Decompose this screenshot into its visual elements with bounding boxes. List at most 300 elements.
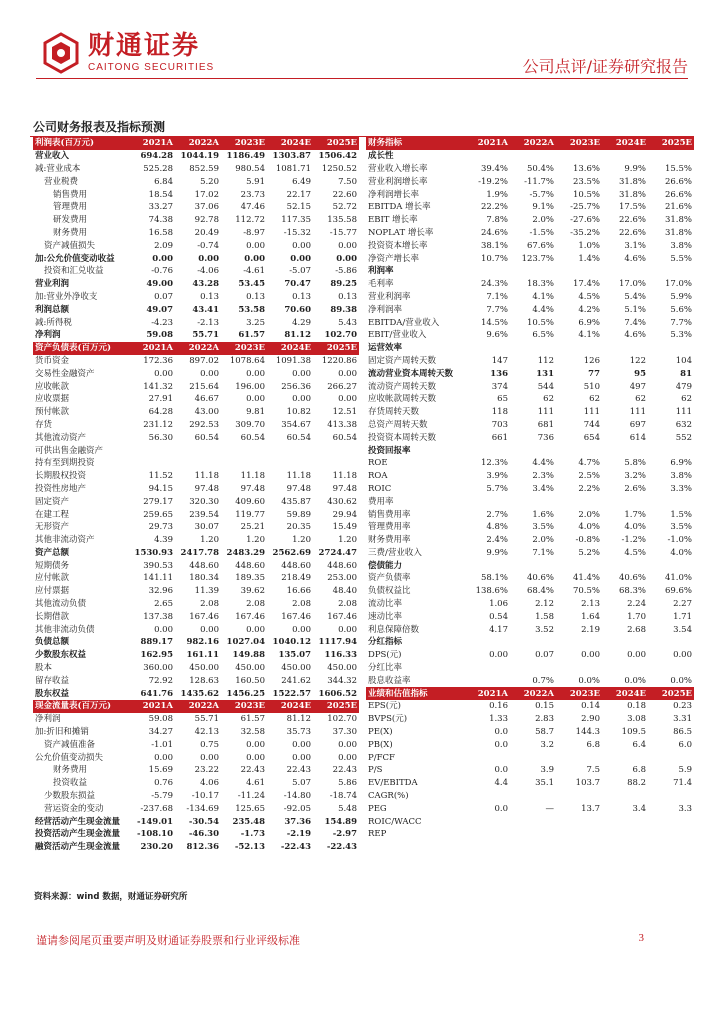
table-cell: 10.82 <box>286 407 311 418</box>
table-cell: 41.4% <box>572 573 600 584</box>
table-cell: 40.6% <box>526 573 554 584</box>
caitong-logo-icon <box>40 32 82 74</box>
table-cell: 53.58 <box>238 304 265 315</box>
table-cell: 2562.69 <box>272 547 311 558</box>
table-cell: 68.4% <box>526 586 554 597</box>
table-cell <box>175 444 221 457</box>
table-cell <box>556 342 602 355</box>
table-cell: 112.72 <box>235 215 265 226</box>
table-cell: 29.73 <box>148 522 173 533</box>
row-label: 资产减值损失 <box>44 240 96 251</box>
table-cell: 0.00 <box>292 394 311 405</box>
table-cell: 3.2 <box>540 739 554 750</box>
table-row <box>33 214 359 227</box>
table-cell: 632 <box>675 419 692 430</box>
row-label: 速动比率 <box>368 611 403 622</box>
table-row <box>366 265 694 278</box>
table-cell: 0.18 <box>627 701 646 712</box>
table-cell <box>510 342 556 355</box>
table-row <box>33 367 359 380</box>
table-cell <box>464 674 510 687</box>
table-cell: 141.11 <box>143 573 173 584</box>
table-cell: 32.58 <box>240 727 265 738</box>
table-cell: 292.53 <box>189 419 219 430</box>
table-cell: 112 <box>537 355 554 366</box>
row-label: 其他非流动负债 <box>35 624 95 635</box>
table-cell: 7.4% <box>624 317 646 328</box>
table-row <box>33 227 359 240</box>
table-row <box>33 163 359 176</box>
table-cell: 3.9 <box>540 765 554 776</box>
table-cell: 94.15 <box>148 483 173 494</box>
table-cell: -46.30 <box>188 829 219 840</box>
row-label: 三费/营业收入 <box>368 547 422 558</box>
table-cell: 2024E <box>267 700 313 713</box>
row-label: 流动营业资本周转天数 <box>368 368 454 379</box>
table-cell: 35.1 <box>535 778 554 789</box>
table-cell: 122 <box>629 355 646 366</box>
table-cell: 43.00 <box>194 407 219 418</box>
table-cell: 5.4% <box>624 291 646 302</box>
table-cell: 11.39 <box>194 586 219 597</box>
table-cell <box>510 828 556 841</box>
table-cell: 889.17 <box>140 637 173 648</box>
table-cell: 2.12 <box>535 599 554 610</box>
row-label: 销售费用 <box>53 189 88 200</box>
table-cell <box>556 828 602 841</box>
table-cell: 3.5% <box>670 522 692 533</box>
row-label: 应收票据 <box>35 394 70 405</box>
table-cell: 17.5% <box>618 202 646 213</box>
table-cell: -4.06 <box>197 266 219 277</box>
table-cell: 1220.86 <box>321 355 357 366</box>
table-cell: 71.4 <box>673 778 692 789</box>
table-cell: 20.35 <box>286 522 311 533</box>
table-cell: 0.7% <box>532 675 554 686</box>
table-cell: 1.4% <box>578 253 600 264</box>
table-cell: 0.23 <box>673 701 692 712</box>
table-row <box>33 291 359 304</box>
table-cell: 22.60 <box>332 189 357 200</box>
table-row <box>366 738 694 751</box>
table-cell <box>175 457 221 470</box>
table-cell: 89.38 <box>330 304 357 315</box>
table-cell: 1522.57 <box>272 688 311 699</box>
table-cell: 31.8% <box>618 189 646 200</box>
table-cell: 1.9% <box>486 189 508 200</box>
table-cell: 253.00 <box>327 573 357 584</box>
table-cell: 980.54 <box>235 163 265 174</box>
table-cell: 60.54 <box>286 432 311 443</box>
table-row <box>366 751 694 764</box>
table-cell: 37.06 <box>194 202 219 213</box>
table-cell: 320.30 <box>189 496 219 507</box>
table-cell <box>464 636 510 649</box>
table-row <box>33 828 359 841</box>
table-cell <box>602 751 648 764</box>
table-cell: 6.5% <box>532 330 554 341</box>
table-cell: 450.00 <box>327 663 357 674</box>
table-cell: 22.2% <box>480 202 508 213</box>
table-cell <box>510 662 556 675</box>
table-cell: 2025E <box>648 137 694 150</box>
table-cell <box>221 457 267 470</box>
table-cell: 5.20 <box>200 176 219 187</box>
table-cell <box>648 342 694 355</box>
table-cell: 135.07 <box>278 650 311 661</box>
table-row <box>33 777 359 790</box>
table-cell: -22.43 <box>326 842 357 853</box>
row-label: 减:所得税 <box>35 317 72 328</box>
table-row <box>33 534 359 547</box>
table-cell: 138.6% <box>475 586 508 597</box>
table-row <box>366 380 694 393</box>
table-cell: 1.33 <box>489 714 508 725</box>
table-cell: 2025E <box>313 137 359 150</box>
table-row <box>366 367 694 380</box>
table-cell: 33.27 <box>148 202 173 213</box>
table-cell: 23.22 <box>194 765 219 776</box>
row-label: 财务指标 <box>366 137 464 150</box>
table-cell: 13.6% <box>572 163 600 174</box>
row-label: 股本 <box>35 663 53 674</box>
table-cell: 1.0% <box>578 240 600 251</box>
row-label: 成长性 <box>368 151 394 162</box>
table-row <box>33 419 359 432</box>
row-label: 利润率 <box>368 266 394 277</box>
row-label: 销售费用率 <box>368 509 411 520</box>
table-cell <box>464 444 510 457</box>
table-row <box>33 623 359 636</box>
table-cell: 52.15 <box>286 202 311 213</box>
table-row <box>366 175 694 188</box>
row-label: EPS(元) <box>368 701 401 712</box>
row-label: EBIT 增长率 <box>368 215 418 226</box>
table-cell: -5.86 <box>335 266 357 277</box>
table-cell: 1.64 <box>581 611 600 622</box>
table-cell: 497 <box>629 381 646 392</box>
row-label: 管理费用率 <box>368 522 411 533</box>
table-cell: 239.54 <box>189 509 219 520</box>
row-label: 毛利率 <box>368 279 394 290</box>
table-cell: 1303.87 <box>272 151 311 162</box>
table-cell: 6.9% <box>578 317 600 328</box>
table-cell: 1435.62 <box>180 688 219 699</box>
row-label: 交易性金融资产 <box>35 368 95 379</box>
table-cell: 0.0% <box>578 675 600 686</box>
table-cell: 7.1% <box>486 291 508 302</box>
table-row <box>366 201 694 214</box>
table-cell: 3.5% <box>532 522 554 533</box>
row-label: 加:营业外净收支 <box>35 291 98 302</box>
table-cell <box>648 751 694 764</box>
table-cell: 1606.52 <box>318 688 357 699</box>
table-cell <box>221 444 267 457</box>
table-cell: 0.0% <box>670 675 692 686</box>
table-cell: 49.07 <box>146 304 173 315</box>
table-cell: 2.19 <box>581 624 600 635</box>
table-row <box>33 431 359 444</box>
table-cell: 1044.19 <box>180 151 219 162</box>
table-cell <box>464 815 510 828</box>
row-label: 投资性房地产 <box>35 483 87 494</box>
table-cell: 162.95 <box>140 650 173 661</box>
table-cell: 1.5% <box>670 509 692 520</box>
table-cell <box>464 662 510 675</box>
table-cell <box>464 828 510 841</box>
table-cell: 4.4% <box>532 458 554 469</box>
table-cell: 2024E <box>267 137 313 150</box>
row-label: 利息保障倍数 <box>368 624 420 635</box>
table-row <box>366 444 694 457</box>
table-row <box>366 585 694 598</box>
row-label: 存货周转天数 <box>368 407 420 418</box>
table-row <box>33 598 359 611</box>
table-row <box>366 329 694 342</box>
table-row <box>366 802 694 815</box>
table-cell: 1.20 <box>338 535 357 546</box>
table-cell: 12.51 <box>332 407 357 418</box>
table-cell: -4.61 <box>243 266 265 277</box>
section-title: 公司财务报表及指标预测 <box>33 120 166 134</box>
table-row <box>33 303 359 316</box>
table-cell: 137.38 <box>143 611 173 622</box>
table-cell: 4.4 <box>494 778 508 789</box>
table-cell <box>510 559 556 572</box>
row-label: 少数股东权益 <box>35 650 87 661</box>
row-label: 业绩和估值指标 <box>366 687 464 700</box>
table-row <box>33 457 359 470</box>
table-row <box>33 406 359 419</box>
table-cell: 6.49 <box>292 176 311 187</box>
table-cell: 2.68 <box>627 624 646 635</box>
table-cell: 17.4% <box>572 279 600 290</box>
header-divider <box>36 78 688 79</box>
table-cell: 0.00 <box>338 752 357 763</box>
table-cell: 21.6% <box>664 202 692 213</box>
table-cell: -2.97 <box>332 829 357 840</box>
table-row <box>33 508 359 521</box>
row-label: 净利润增长率 <box>368 189 420 200</box>
row-label: 持有至到期投资 <box>35 458 95 469</box>
row-label: 净利润 <box>35 714 61 725</box>
table-row <box>33 687 359 700</box>
table-cell: 2025E <box>313 342 359 355</box>
table-cell: 2022A <box>175 137 221 150</box>
table-cell: 6.4 <box>632 739 646 750</box>
table-cell <box>556 815 602 828</box>
table-cell: 0.0 <box>494 765 508 776</box>
table-cell: 5.5% <box>670 253 692 264</box>
table-cell: 0.00 <box>154 752 173 763</box>
table-cell: 144.3 <box>575 727 600 738</box>
table-row <box>33 649 359 662</box>
table-cell: 1040.12 <box>272 637 311 648</box>
table-row <box>366 227 694 240</box>
row-label: EBITDA/营业收入 <box>368 317 440 328</box>
table-cell: 23.5% <box>572 176 600 187</box>
row-label: 固定资产 <box>35 496 70 507</box>
table-cell: 2.4% <box>486 535 508 546</box>
table-cell: 6.8 <box>586 739 600 750</box>
table-row <box>366 419 694 432</box>
table-cell: 7.1% <box>532 547 554 558</box>
table-row <box>33 175 359 188</box>
row-label: 分红指标 <box>368 637 403 648</box>
row-label: 减:营业成本 <box>35 163 81 174</box>
table-cell: 2.6% <box>624 483 646 494</box>
table-cell: 125.65 <box>235 803 265 814</box>
table-cell: 50.4% <box>526 163 554 174</box>
table-cell: 0.00 <box>489 650 508 661</box>
table-cell: 11.18 <box>194 471 219 482</box>
row-label: PE(X) <box>368 727 393 738</box>
table-cell: 5.91 <box>246 176 265 187</box>
table-cell: 37.30 <box>332 727 357 738</box>
table-header-row <box>33 137 359 150</box>
table-cell: 218.49 <box>281 573 311 584</box>
table-cell: 65 <box>497 394 508 405</box>
row-label: 股息收益率 <box>368 675 411 686</box>
table-row <box>33 201 359 214</box>
table-cell: 52.72 <box>332 202 357 213</box>
table-cell: 3.31 <box>673 714 692 725</box>
table-cell: 2.83 <box>535 714 554 725</box>
table-cell: 14.5% <box>480 317 508 328</box>
table-cell: 0.76 <box>154 778 173 789</box>
table-cell: 74.38 <box>148 215 173 226</box>
table-cell <box>464 790 510 803</box>
row-label: 负债总额 <box>35 637 70 648</box>
row-label: 利润表(百万元) <box>33 137 129 150</box>
table-cell <box>129 457 175 470</box>
table-row <box>366 521 694 534</box>
table-cell: 0.00 <box>292 739 311 750</box>
table-cell <box>602 559 648 572</box>
table-cell: 39.62 <box>240 586 265 597</box>
table-cell: 61.57 <box>240 714 265 725</box>
table-cell: 35.73 <box>286 727 311 738</box>
table-cell: 2417.78 <box>180 547 219 558</box>
table-cell: 5.9 <box>678 765 692 776</box>
table-cell: 4.0% <box>624 522 646 533</box>
table-row <box>366 636 694 649</box>
table-cell: 58.1% <box>480 573 508 584</box>
table-cell: 413.38 <box>327 419 357 430</box>
table-row <box>366 252 694 265</box>
table-cell: 70.60 <box>284 304 311 315</box>
table-cell: 62 <box>589 394 600 405</box>
table-cell: 897.02 <box>189 355 219 366</box>
table-cell: 0.13 <box>246 291 265 302</box>
table-cell: 88.2 <box>627 778 646 789</box>
table-cell: 2022A <box>510 137 556 150</box>
table-cell <box>602 662 648 675</box>
table-cell: 450.00 <box>189 663 219 674</box>
table-row <box>33 572 359 585</box>
row-label: ROE <box>368 458 388 469</box>
table-cell: 55.71 <box>194 714 219 725</box>
table-cell: 16.66 <box>286 586 311 597</box>
table-cell: -14.80 <box>283 791 311 802</box>
table-cell: 430.62 <box>327 496 357 507</box>
table-cell: 59.08 <box>148 714 173 725</box>
table-cell: 0.00 <box>200 368 219 379</box>
table-cell: 4.0% <box>578 522 600 533</box>
table-cell: 641.76 <box>140 688 173 699</box>
row-label: 公允价值变动损失 <box>35 752 104 763</box>
table-row <box>33 738 359 751</box>
table-cell: 2023E <box>556 137 602 150</box>
table-cell: 61.57 <box>238 330 265 341</box>
table-cell: 1.7% <box>624 509 646 520</box>
table-cell: -10.17 <box>191 791 219 802</box>
table-cell: 703 <box>491 419 508 430</box>
table-cell: 266.27 <box>327 381 357 392</box>
table-cell: -0.8% <box>575 535 600 546</box>
table-header-row <box>366 687 694 700</box>
table-cell: 0.00 <box>246 624 265 635</box>
table-row <box>366 355 694 368</box>
table-row <box>33 751 359 764</box>
table-cell: 59.08 <box>146 330 173 341</box>
table-cell: 0.13 <box>200 291 219 302</box>
table-row <box>366 572 694 585</box>
table-row <box>33 316 359 329</box>
table-cell: 1250.52 <box>321 163 357 174</box>
row-label: 流动资产周转天数 <box>368 381 437 392</box>
table-cell: 1.06 <box>489 599 508 610</box>
table-cell: 0.07 <box>154 291 173 302</box>
table-cell: 97.48 <box>240 483 265 494</box>
table-cell: 0.00 <box>246 739 265 750</box>
table-cell: 409.60 <box>235 496 265 507</box>
table-cell: 2.90 <box>581 714 600 725</box>
table-row <box>33 802 359 815</box>
table-cell <box>602 636 648 649</box>
row-label: 长期股权投资 <box>35 471 87 482</box>
table-cell: 4.5% <box>624 547 646 558</box>
table-cell: 544 <box>537 381 554 392</box>
table-cell: 172.36 <box>143 355 173 366</box>
table-cell: 53.45 <box>238 279 265 290</box>
table-cell: -2.19 <box>286 829 311 840</box>
table-row <box>366 559 694 572</box>
table-cell <box>602 150 648 163</box>
table-row <box>33 521 359 534</box>
table-cell: — <box>545 803 554 814</box>
table-cell: 26.6% <box>664 189 692 200</box>
table-cell: 97.48 <box>286 483 311 494</box>
table-row <box>366 483 694 496</box>
table-cell <box>129 444 175 457</box>
table-cell: 126 <box>583 355 600 366</box>
table-cell: 1.20 <box>200 535 219 546</box>
table-cell: 9.9% <box>486 547 508 558</box>
table-cell: 7.8% <box>486 215 508 226</box>
table-cell <box>602 790 648 803</box>
row-label: ROIC <box>368 483 392 494</box>
table-cell: 0.00 <box>336 253 357 264</box>
table-cell: 10.5% <box>572 189 600 200</box>
table-cell: 131 <box>536 368 554 379</box>
table-cell: 435.87 <box>281 496 311 507</box>
table-cell: 62 <box>635 394 646 405</box>
table-cell: 31.8% <box>664 227 692 238</box>
disclaimer: 谨请参阅尾页重要声明及财通证券股票和行业评级标准 <box>36 934 300 947</box>
table-cell: -19.2% <box>478 176 508 187</box>
table-cell: 390.53 <box>143 560 173 571</box>
